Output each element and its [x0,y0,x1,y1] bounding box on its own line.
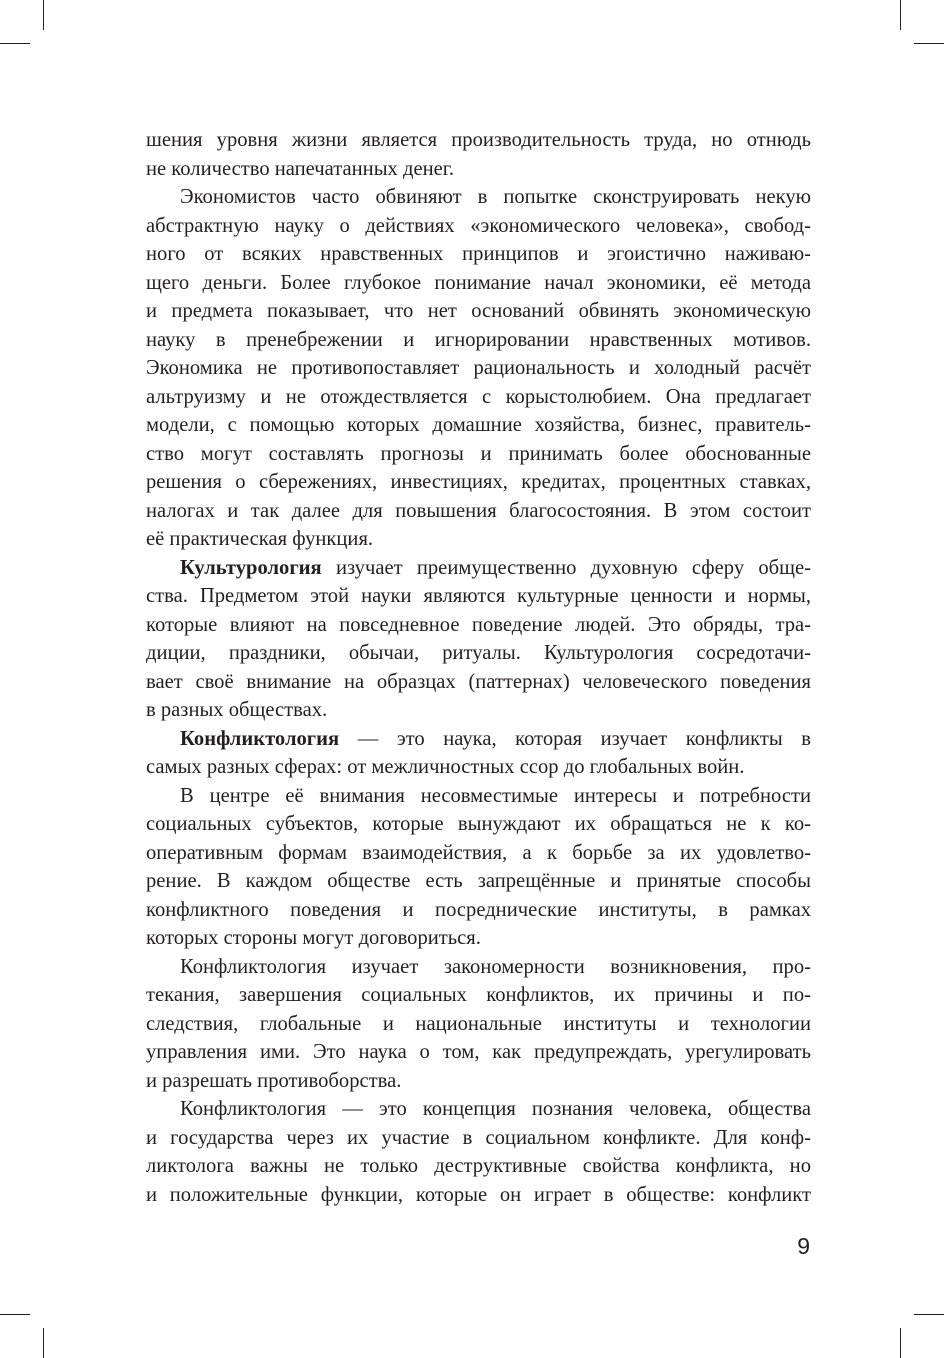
text-line: Конфликтология изучает закономерности возникновения, про- [180,955,811,978]
text-line: конфликтного поведения и посреднические институты, в рамках [146,898,811,921]
text-line: следствия, глобальные и национальные институты и технологии [146,1012,811,1035]
text-line: Конфликтология — это концепция познания человека, общества [180,1098,811,1120]
text-line: которые влияют на повседневное поведение людей. Это обряды, тра- [146,613,811,636]
text-line: налогах и так далее для повышения благосостояния. В этом состоит [146,499,811,522]
text-line: Экономистов часто обвиняют в попытке сконструировать некую [180,186,811,208]
text-line: и государства через их участие в социальном конфликте. Для конф- [146,1126,811,1149]
text-line: и положительные функции, которые он играет в обществе: конфликт [146,1183,811,1206]
text-line: вает своё внимание на образцах (паттернах) человеческого поведения [146,670,811,693]
paragraph [146,126,811,183]
paragraph [146,183,811,554]
crop-mark [43,1328,44,1358]
text-line: модели, с помощью которых домашние хозяйства, бизнес, правитель- [146,414,811,436]
paragraph [146,554,811,725]
paragraph [146,953,811,1096]
text-line: её практическая функция. [146,528,374,550]
crop-mark [900,1328,901,1358]
page-number: 9 [797,1233,810,1259]
text-line: которых стороны могут договориться. [146,927,481,949]
text-line: щего деньги. Более глубокое понимание начал экономики, её метода [146,271,811,294]
text-line: самых разных сферах: от межличностных ссор до глобальных войн. [146,756,745,778]
text-line: управления ими. Это наука о том, как предупреждать, урегулировать [146,1041,811,1063]
text-line: ликтолога важны не только деструктивные свойства конфликта, но [146,1155,811,1177]
text-line: Конфликтология — это наука, которая изучает конфликты в [180,727,811,750]
text-line: ство могут составлять прогнозы и принимать более обоснованные [146,442,811,465]
crop-mark [43,0,44,30]
text-line: в разных обществах. [146,699,328,721]
crop-mark [914,43,944,44]
text-line: и разрешать противоборства. [146,1069,402,1092]
crop-mark [900,0,901,30]
term: Конфликтология [180,727,340,750]
text-line: оперативным формам взаимодействия, а к борьбе за их удовлетво- [146,841,811,864]
text-line: не количество напечатанных денег. [146,157,455,180]
text-line: решения о сбережениях, инвестициях, кредитах, процентных ставках, [146,471,811,493]
text-line: науку в пренебрежении и игнорировании нравственных мотивов. [146,328,811,351]
text-line: Экономика не противопоставляет рациональность и холодный расчёт [146,357,811,379]
text-line: диции, праздники, обычаи, ритуалы. Культурология сосредотачи- [146,642,811,664]
term: Культурология [180,556,322,579]
text-line: Культурология изучает преимущественно духовную сферу обще- [180,556,811,579]
text-line: шения уровня жизни является производительность труда, но отнюдь [146,129,811,151]
text-line: текания, завершения социальных конфликтов, их причины и по- [146,984,811,1006]
text-line: социальных субъектов, которые вынуждают их обращаться не к ко- [146,813,811,835]
paragraph [146,1095,811,1209]
text-line: и предмета показывает, что нет оснований обвинять экономическую [146,300,811,322]
text-line: рение. В каждом обществе есть запрещённые и принятые способы [146,870,811,892]
paragraph [146,725,811,782]
body-text [146,126,811,1209]
text-line: ного от всяких нравственных принципов и эгоистично наживаю- [146,243,811,265]
text-line: абстрактную науку о действиях «экономического человека», свобод- [146,214,811,237]
crop-mark [914,1314,944,1315]
paragraph [146,782,811,953]
text-line: альтруизму и не отождествляется с корыстолюбием. Она предлагает [146,385,811,408]
crop-mark [0,1314,30,1315]
crop-mark [0,43,30,44]
text-line: ства. Предметом этой науки являются культурные ценности и нормы, [146,585,811,607]
text-line: В центре её внимания несовместимые интересы и потребности [180,784,811,807]
